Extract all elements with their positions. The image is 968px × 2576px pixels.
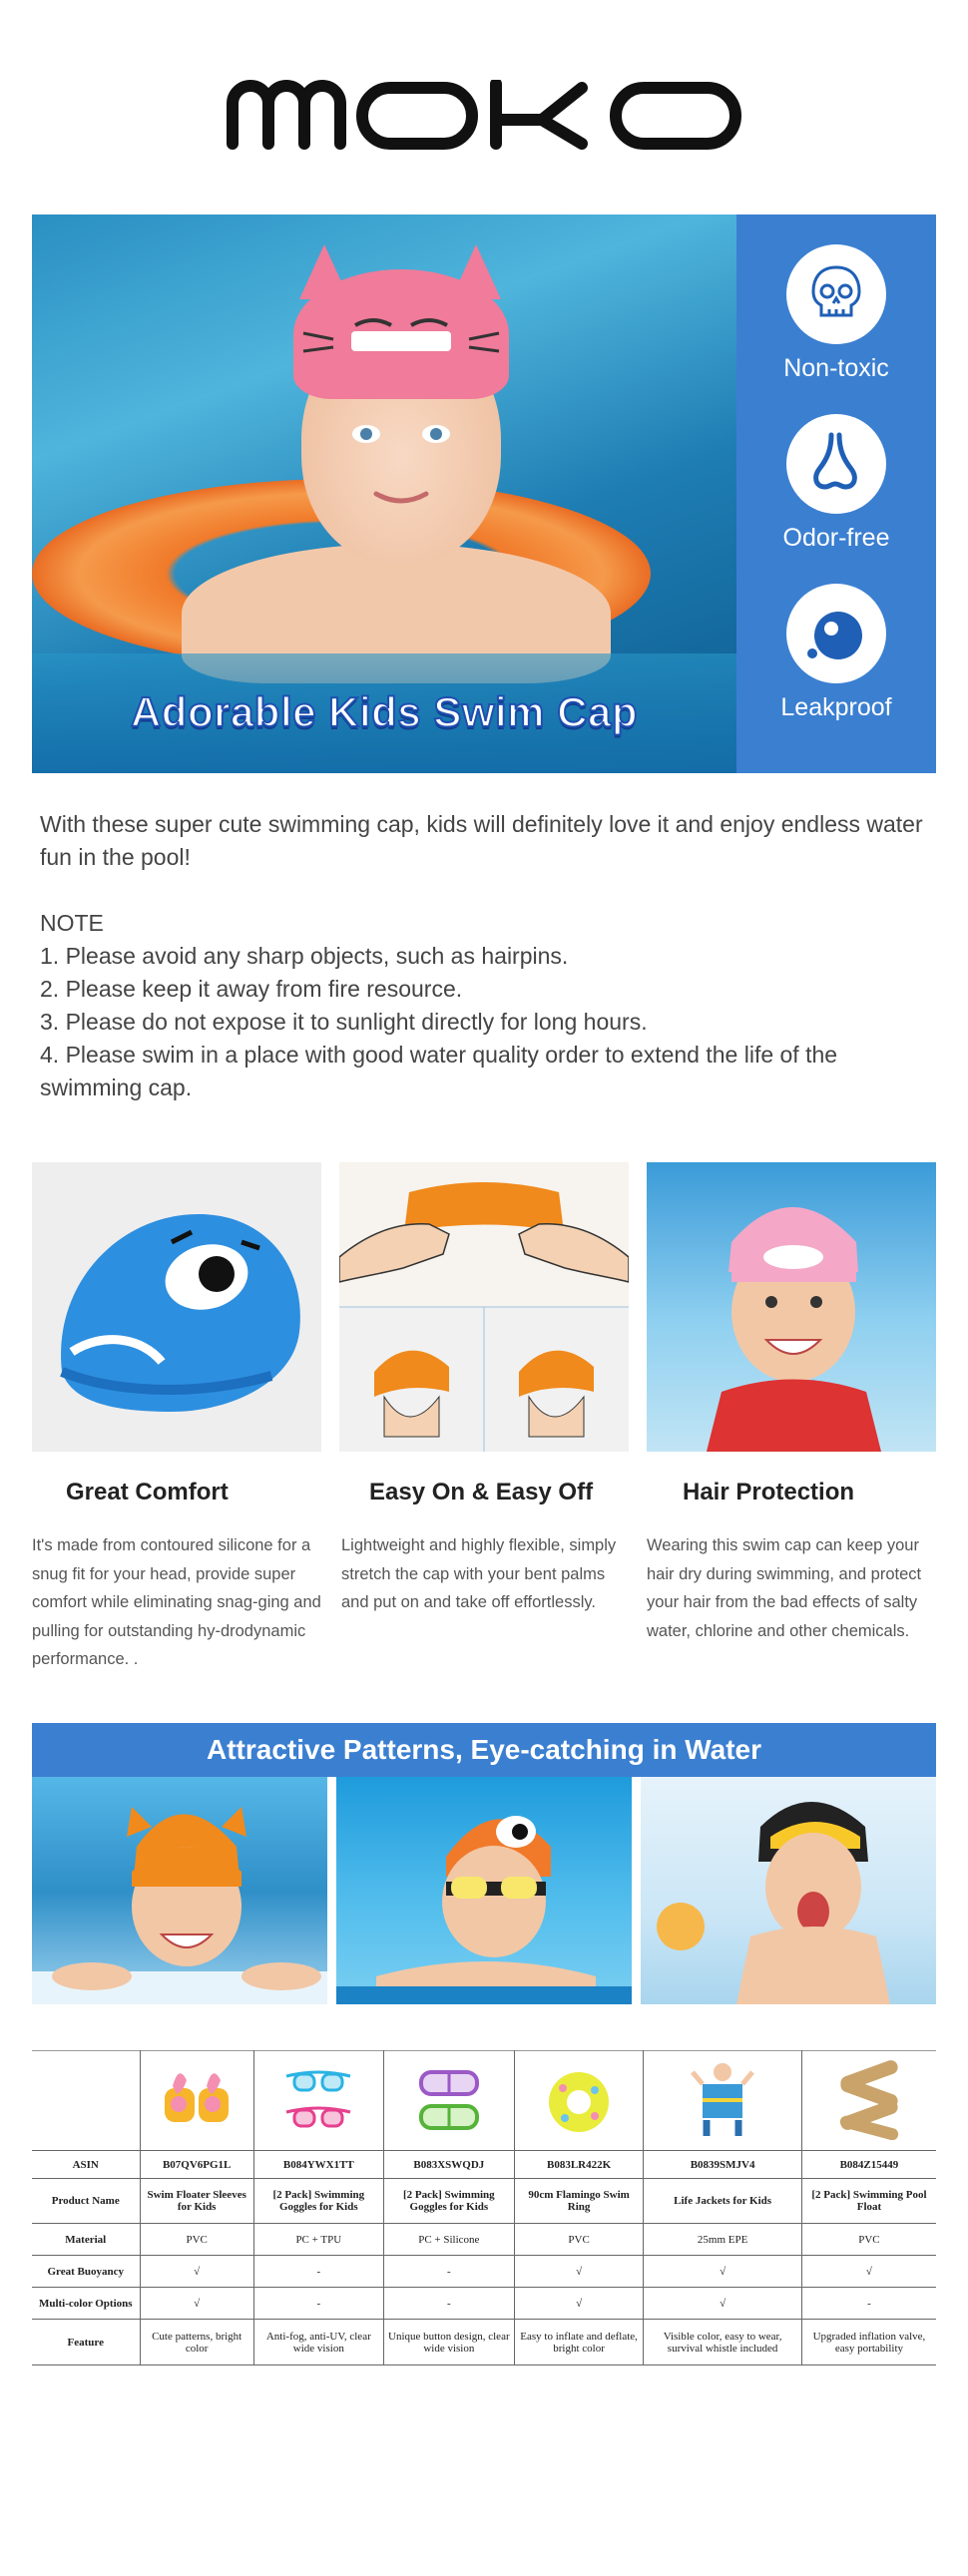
table-cell: √ xyxy=(140,2288,253,2320)
table-cell: Unique button design, clear wide vision xyxy=(383,2320,514,2365)
table-cell: Upgraded inflation valve, easy portability xyxy=(812,2330,926,2355)
benefit-title: Great Comfort xyxy=(66,1479,229,1505)
table-cell: PVC xyxy=(514,2224,643,2256)
table-cell: - xyxy=(383,2288,514,2320)
table-cell: √ xyxy=(140,2256,253,2288)
table-cell: Cute patterns, bright color xyxy=(140,2320,253,2365)
product-description xyxy=(40,808,928,1104)
table-row xyxy=(32,2288,936,2320)
table-row xyxy=(32,2256,936,2288)
row-label: Great Buoyancy xyxy=(32,2256,140,2288)
table-cell: Life Jackets for Kids xyxy=(644,2179,802,2224)
table-cell: PC + Silicone xyxy=(383,2224,514,2256)
table-cell: 90cm Flamingo Swim Ring xyxy=(514,2179,643,2224)
note-title: NOTE xyxy=(40,910,104,936)
product-thumb-goggles-purple-green xyxy=(383,2051,514,2151)
hero-feature-panel xyxy=(736,215,936,773)
boy-penguin-cap-image xyxy=(641,1777,936,2004)
product-thumb-swim-ring xyxy=(514,2051,643,2151)
feature-leakproof xyxy=(736,584,936,722)
table-cell: B084YWX1TT xyxy=(253,2151,383,2179)
benefit-text: It's made from contoured silicone for a snug fit for your head, provide super comfort while eliminating snag-ging and pulling for outstanding hy-drodynamic performance. . xyxy=(32,1536,321,1668)
feature-label: Odor-free xyxy=(782,524,890,552)
product-thumb-flamingo-armbands xyxy=(140,2051,253,2151)
benefit-title: Hair Protection xyxy=(683,1479,855,1505)
table-cell: √ xyxy=(865,2265,872,2278)
table-row xyxy=(32,2051,936,2151)
swim-ring-icon xyxy=(541,2058,617,2140)
goggles-icon xyxy=(280,2058,356,2140)
goggles-icon xyxy=(411,2058,487,2140)
product-thumb-life-jacket xyxy=(644,2051,802,2151)
skull-icon xyxy=(801,259,871,329)
table-cell: PVC xyxy=(140,2224,253,2256)
table-cell: 25mm EPE xyxy=(644,2224,802,2256)
product-thumb-goggles-blue-pink xyxy=(253,2051,383,2151)
table-cell: Anti-fog, anti-UV, clear wide vision xyxy=(253,2320,383,2365)
flamingo-armbands-icon xyxy=(159,2058,235,2140)
table-cell: B083LR422K xyxy=(514,2151,643,2179)
nose-icon xyxy=(801,429,871,499)
row-label: ASIN xyxy=(32,2151,140,2179)
life-jacket-icon xyxy=(685,2058,760,2140)
table-cell: B07QV6PG1L xyxy=(140,2151,253,2179)
note-item: 2. Please keep it away from fire resource. xyxy=(40,976,463,1002)
blue-fish-cap-image xyxy=(32,1162,321,1452)
table-cell: [2 Pack] Swimming Pool Float xyxy=(811,2189,927,2213)
table-row xyxy=(32,2151,936,2179)
note-item: 1. Please avoid any sharp objects, such as hairpins. xyxy=(40,943,569,969)
girl-fish-cap-image xyxy=(336,1777,632,2004)
table-cell: PC + TPU xyxy=(253,2224,383,2256)
table-cell: - xyxy=(253,2256,383,2288)
table-row xyxy=(32,2224,936,2256)
table-cell: √ xyxy=(514,2256,643,2288)
table-cell: √ xyxy=(644,2288,802,2320)
table-cell: PVC xyxy=(858,2233,880,2246)
pool-float-icon xyxy=(831,2058,907,2140)
table-row xyxy=(32,2179,936,2224)
note-item: 3. Please do not expose it to sunlight directly for long hours. xyxy=(40,1009,648,1035)
table-cell: [2 Pack] Swimming Goggles for Kids xyxy=(383,2179,514,2224)
hero-banner xyxy=(32,215,936,773)
table-cell: Easy to inflate and deflate, bright color xyxy=(514,2320,643,2365)
table-cell: Swim Floater Sleeves for Kids xyxy=(140,2179,253,2224)
boy-tiger-cap-image xyxy=(32,1777,327,2004)
hero-photo-girl-in-pool xyxy=(32,215,736,773)
table-cell xyxy=(32,2051,140,2151)
benefit-text: Wearing this swim cap can keep your hair dry during swimming, and protect your hair from the bad effects of salty water, chlorine and other chemicals. xyxy=(647,1536,922,1640)
table-cell: B0839SMJV4 xyxy=(644,2151,802,2179)
table-cell: √ xyxy=(514,2288,643,2320)
table-cell: - xyxy=(253,2288,383,2320)
table-row xyxy=(32,2320,936,2365)
intro-text: With these super cute swimming cap, kids will definitely love it and enjoy endless water fun in the pool! xyxy=(40,811,923,870)
hero-title: Adorable Kids Swim Cap xyxy=(130,688,639,735)
table-cell: Visible color, easy to wear, survival whistle included xyxy=(644,2320,802,2365)
row-label: Feature xyxy=(32,2320,140,2365)
table-cell: B084Z15449 xyxy=(839,2158,899,2171)
feature-label: Leakproof xyxy=(780,693,892,721)
feature-label: Non-toxic xyxy=(783,354,889,382)
feature-odor-free xyxy=(736,414,936,553)
table-cell: √ xyxy=(644,2256,802,2288)
girl-hair-protection-image xyxy=(647,1162,936,1452)
table-cell: - xyxy=(867,2297,871,2310)
row-label: Material xyxy=(32,2224,140,2256)
pattern-images xyxy=(32,1777,936,2004)
benefit-images xyxy=(32,1162,936,1452)
table-cell: [2 Pack] Swimming Goggles for Kids xyxy=(253,2179,383,2224)
benefit-title: Easy On & Easy Off xyxy=(369,1479,594,1505)
benefit-text: Lightweight and highly flexible, simply stretch the cap with your bent palms and put on and take off effortlessly. xyxy=(341,1536,617,1611)
moko-logo-icon xyxy=(225,80,743,150)
table-cell: - xyxy=(383,2256,514,2288)
stretch-cap-illustration xyxy=(339,1162,629,1452)
comparison-table xyxy=(32,2050,936,2365)
row-label: Product Name xyxy=(32,2179,140,2224)
note-item: 4. Please swim in a place with good water quality order to extend the life of the swimming cap. xyxy=(40,1042,838,1100)
feature-non-toxic xyxy=(736,244,936,383)
product-thumb-pool-float xyxy=(801,2051,936,2151)
patterns-banner: Attractive Patterns, Eye-catching in Water xyxy=(32,1723,936,1777)
brand-logo xyxy=(0,60,968,170)
droplet-icon xyxy=(798,596,874,671)
row-label: Multi-color Options xyxy=(32,2288,140,2320)
table-cell: B083XSWQDJ xyxy=(383,2151,514,2179)
